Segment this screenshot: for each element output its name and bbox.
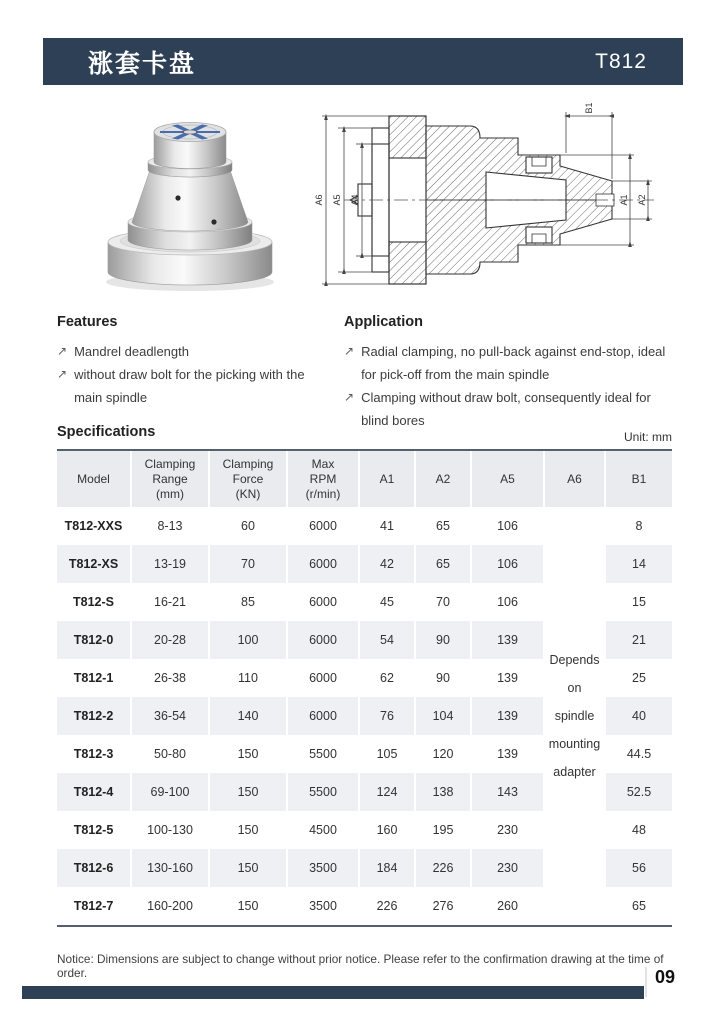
cell-a5: 106 xyxy=(470,583,543,621)
cell-force: 110 xyxy=(208,659,286,697)
cell-range: 26-38 xyxy=(130,659,208,697)
cell-a5: 106 xyxy=(470,545,543,583)
cell-force: 70 xyxy=(208,545,286,583)
cell-b1: 52.5 xyxy=(604,773,672,811)
cell-a1: 226 xyxy=(358,887,414,925)
cell-range: 8-13 xyxy=(130,507,208,545)
cell-model: T812-2 xyxy=(57,697,130,735)
cell-model: T812-XXS xyxy=(57,507,130,545)
cell-b1: 65 xyxy=(604,887,672,925)
cell-rpm: 4500 xyxy=(286,811,358,849)
application-list xyxy=(344,340,676,432)
cell-a1: 62 xyxy=(358,659,414,697)
cell-a1: 105 xyxy=(358,735,414,773)
header-bar xyxy=(43,38,683,85)
cell-range: 50-80 xyxy=(130,735,208,773)
bullet-text: without draw bolt for the picking with the main spindle xyxy=(74,367,305,405)
page-title: 涨套卡盘 xyxy=(88,49,197,78)
cell-range: 13-19 xyxy=(130,545,208,583)
cell-a2: 226 xyxy=(414,849,470,887)
cell-model: T812-4 xyxy=(57,773,130,811)
cell-force: 85 xyxy=(208,583,286,621)
cell-a1: 76 xyxy=(358,697,414,735)
cell-model: T812-1 xyxy=(57,659,130,697)
bullet-item xyxy=(344,386,676,432)
cell-model: T812-7 xyxy=(57,887,130,925)
unit-label: Unit: mm xyxy=(624,430,672,444)
cell-b1: 48 xyxy=(604,811,672,849)
cell-rpm: 6000 xyxy=(286,697,358,735)
cell-a1: 42 xyxy=(358,545,414,583)
bullet-item xyxy=(344,340,676,386)
cell-b1: 25 xyxy=(604,659,672,697)
dim-label-b1: B1 xyxy=(584,102,594,114)
cell-a2: 195 xyxy=(414,811,470,849)
bullet-item xyxy=(57,340,335,363)
cell-force: 150 xyxy=(208,887,286,925)
cell-range: 20-28 xyxy=(130,621,208,659)
notice-text: Notice: Dimensions are subject to change without prior notice. Please refer to the confirmation drawing at the time of order. xyxy=(57,951,664,980)
cell-a2: 65 xyxy=(414,545,470,583)
product-photo xyxy=(78,110,306,304)
cell-a5: 139 xyxy=(470,697,543,735)
cell-a5: 230 xyxy=(470,849,543,887)
cell-a2: 65 xyxy=(414,507,470,545)
cell-range: 130-160 xyxy=(130,849,208,887)
cell-force: 150 xyxy=(208,773,286,811)
cell-range: 100-130 xyxy=(130,811,208,849)
bullet-text: Clamping without draw bolt, consequently ideal for blind bores xyxy=(361,390,651,428)
cell-a1: 184 xyxy=(358,849,414,887)
cell-b1: 8 xyxy=(604,507,672,545)
cell-b1: 15 xyxy=(604,583,672,621)
cell-b1: 14 xyxy=(604,545,672,583)
cell-a5: 139 xyxy=(470,735,543,773)
technical-drawing xyxy=(314,100,666,300)
column-header-range: Clamping Range (mm) xyxy=(130,451,208,507)
cell-range: 16-21 xyxy=(130,583,208,621)
table-row-T812-XXS xyxy=(57,507,672,545)
application-heading: Application xyxy=(344,314,423,330)
column-header-rpm: Max RPM (r/min) xyxy=(286,451,358,507)
cell-rpm: 6000 xyxy=(286,583,358,621)
arrow-bullet-icon: ↗ xyxy=(57,367,68,381)
cell-a6-merged-note: Depends on spindle mounting adapter xyxy=(543,507,604,925)
cell-model: T812-S xyxy=(57,583,130,621)
column-header-a1: A1 xyxy=(358,451,414,507)
specifications-heading: Specifications xyxy=(57,424,156,440)
cell-a5: 139 xyxy=(470,621,543,659)
bullet-item xyxy=(57,363,335,409)
cell-a5: 230 xyxy=(470,811,543,849)
cell-force: 150 xyxy=(208,735,286,773)
cell-rpm: 3500 xyxy=(286,849,358,887)
cell-b1: 21 xyxy=(604,621,672,659)
cell-force: 140 xyxy=(208,697,286,735)
cell-model: T812-3 xyxy=(57,735,130,773)
page-number: 09 xyxy=(655,967,676,987)
footer-divider xyxy=(645,967,647,997)
cell-a1: 160 xyxy=(358,811,414,849)
cell-b1: 44.5 xyxy=(604,735,672,773)
arrow-bullet-icon: ↗ xyxy=(57,344,68,358)
cell-force: 100 xyxy=(208,621,286,659)
arrow-bullet-icon: ↗ xyxy=(344,390,355,404)
cell-a2: 90 xyxy=(414,659,470,697)
dim-label-a4: A4 xyxy=(350,194,360,206)
arrow-bullet-icon: ↗ xyxy=(344,344,355,358)
cell-a2: 120 xyxy=(414,735,470,773)
application-section xyxy=(344,314,676,432)
cell-rpm: 6000 xyxy=(286,545,358,583)
cell-rpm: 5500 xyxy=(286,773,358,811)
cell-a2: 90 xyxy=(414,621,470,659)
table-body xyxy=(57,507,672,925)
cell-a1: 124 xyxy=(358,773,414,811)
cell-rpm: 6000 xyxy=(286,659,358,697)
cell-rpm: 6000 xyxy=(286,507,358,545)
cell-a1: 41 xyxy=(358,507,414,545)
cell-range: 69-100 xyxy=(130,773,208,811)
cell-a5: 143 xyxy=(470,773,543,811)
cell-b1: 40 xyxy=(604,697,672,735)
cell-a2: 70 xyxy=(414,583,470,621)
features-section xyxy=(57,314,335,409)
dim-label-a1: A1 xyxy=(619,194,629,206)
features-heading: Features xyxy=(57,314,118,330)
cell-force: 150 xyxy=(208,849,286,887)
cell-a2: 104 xyxy=(414,697,470,735)
cell-a5: 139 xyxy=(470,659,543,697)
model-code: T812 xyxy=(595,49,647,73)
cell-model: T812-5 xyxy=(57,811,130,849)
cell-b1: 56 xyxy=(604,849,672,887)
footer-accent-bar xyxy=(22,986,644,999)
cell-range: 36-54 xyxy=(130,697,208,735)
dim-label-a5: A5 xyxy=(332,194,342,206)
table-header-row xyxy=(57,451,672,507)
bullet-text: Radial clamping, no pull-back against end-stop, ideal for pick-off from the main spindle xyxy=(361,344,666,382)
cell-rpm: 6000 xyxy=(286,621,358,659)
cell-model: T812-0 xyxy=(57,621,130,659)
dim-label-a6: A6 xyxy=(314,194,324,206)
column-header-b1: B1 xyxy=(604,451,672,507)
dim-label-a2: A2 xyxy=(637,194,647,206)
column-header-model: Model xyxy=(57,451,130,507)
cell-rpm: 5500 xyxy=(286,735,358,773)
column-header-a2: A2 xyxy=(414,451,470,507)
cell-range: 160-200 xyxy=(130,887,208,925)
specifications-table xyxy=(57,449,672,927)
column-header-a5: A5 xyxy=(470,451,543,507)
column-header-force: Clamping Force (KN) xyxy=(208,451,286,507)
cell-a2: 138 xyxy=(414,773,470,811)
cell-force: 60 xyxy=(208,507,286,545)
cell-force: 150 xyxy=(208,811,286,849)
cell-a1: 45 xyxy=(358,583,414,621)
cell-model: T812-XS xyxy=(57,545,130,583)
features-list xyxy=(57,340,335,409)
cell-rpm: 3500 xyxy=(286,887,358,925)
cell-a5: 106 xyxy=(470,507,543,545)
cell-a5: 260 xyxy=(470,887,543,925)
cell-model: T812-6 xyxy=(57,849,130,887)
column-header-a6: A6 xyxy=(543,451,604,507)
bullet-text: Mandrel deadlength xyxy=(74,344,189,359)
cell-a1: 54 xyxy=(358,621,414,659)
cell-a2: 276 xyxy=(414,887,470,925)
